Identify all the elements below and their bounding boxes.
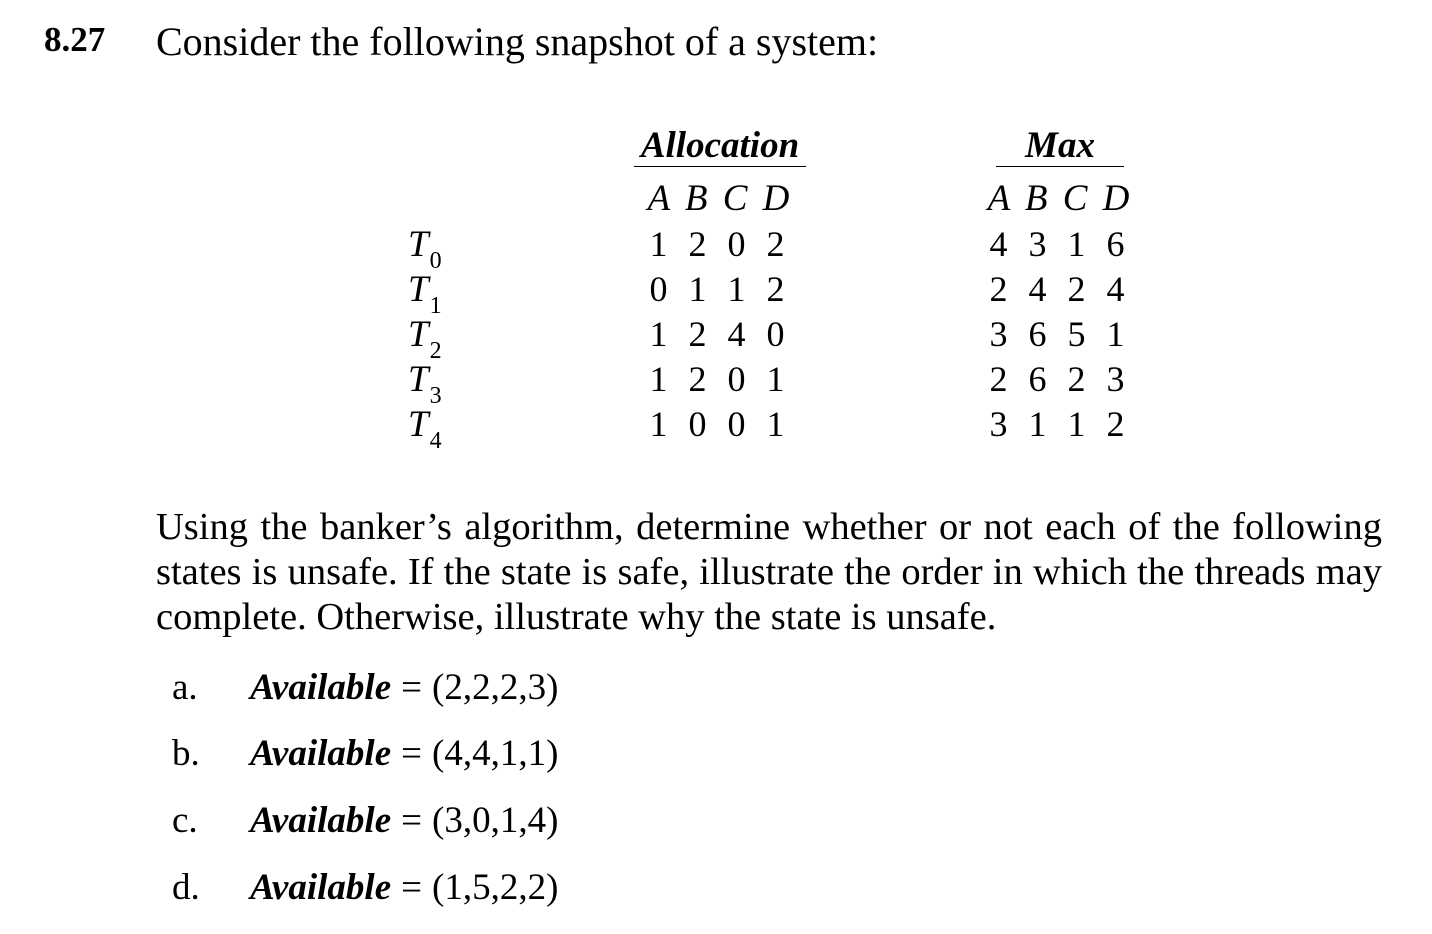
thread-label: $T_0$ <box>408 224 442 274</box>
allocation-row: 1 2 4 0 <box>649 314 791 354</box>
max-header-rule <box>996 166 1124 167</box>
thread-label: $T_3$ <box>408 359 442 409</box>
option-a <box>172 666 558 710</box>
option-c <box>172 799 558 843</box>
allocation-row: 0 1 1 2 <box>649 269 791 309</box>
thread-label: $T_4$ <box>408 404 442 454</box>
option-value: (1,5,2,2) <box>432 867 559 908</box>
allocation-row: 1 2 0 1 <box>649 359 791 399</box>
option-equals: = <box>401 733 422 774</box>
option-letter: d. <box>172 867 200 908</box>
allocation-values <box>620 222 820 447</box>
option-value: (4,4,1,1) <box>432 733 559 774</box>
problem-title: Consider the following snapshot of a system: <box>156 19 879 64</box>
instructions-paragraph: Using the banker’s algorithm, determine whether or not each of the following states is unsafe. If the state is safe, illustrate the order in which the threads may complete. Otherwise, illustrate why the state is unsafe. <box>156 506 1382 638</box>
allocation-resource-columns: A B C D <box>647 178 793 219</box>
option-value: (2,2,2,3) <box>432 667 559 708</box>
max-row: 3 6 5 1 <box>989 314 1131 354</box>
max-row: 2 6 2 3 <box>989 359 1131 399</box>
max-row: 3 1 1 2 <box>989 404 1131 444</box>
option-label: Available <box>250 800 392 841</box>
option-b <box>172 732 558 776</box>
allocation-row: 1 2 0 2 <box>649 224 791 264</box>
max-header: Max <box>1025 125 1095 166</box>
option-equals: = <box>401 800 422 841</box>
option-label: Available <box>250 733 392 774</box>
option-letter: b. <box>172 733 200 774</box>
option-equals: = <box>401 667 422 708</box>
option-value: (3,0,1,4) <box>432 800 559 841</box>
max-resource-columns: A B C D <box>987 178 1133 219</box>
option-letter: a. <box>172 667 198 708</box>
allocation-header-rule <box>634 166 806 167</box>
max-row: 4 3 1 6 <box>989 224 1131 264</box>
thread-label: $T_1$ <box>408 269 442 319</box>
option-letter: c. <box>172 800 198 841</box>
option-label: Available <box>250 667 392 708</box>
allocation-header: Allocation <box>640 125 800 166</box>
option-equals: = <box>401 867 422 908</box>
allocation-row: 1 0 0 1 <box>649 404 791 444</box>
thread-column <box>408 222 442 454</box>
option-d <box>172 866 558 910</box>
max-values <box>960 222 1160 447</box>
max-row: 2 4 2 4 <box>989 269 1131 309</box>
option-label: Available <box>250 867 392 908</box>
thread-label: $T_2$ <box>408 314 442 364</box>
problem-number: 8.27 <box>44 20 106 59</box>
